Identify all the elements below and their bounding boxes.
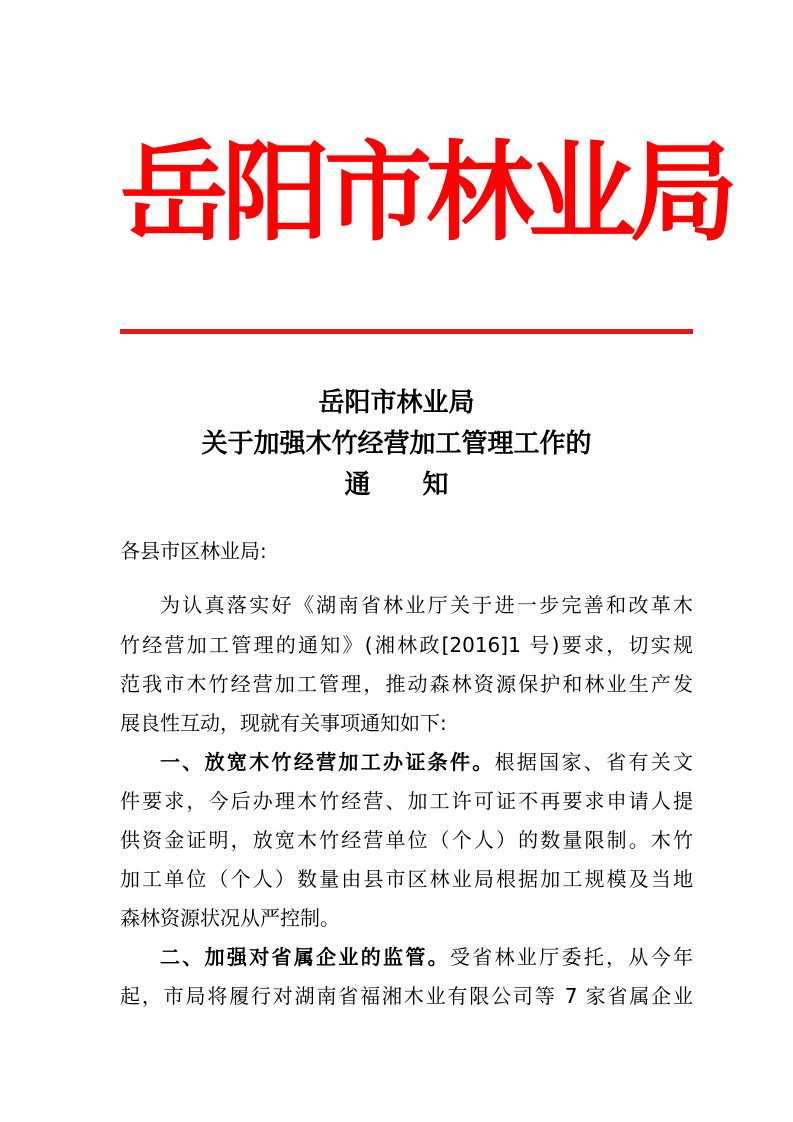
section-1-heading: 一、放宽木竹经营加工办证条件。	[160, 750, 495, 774]
section-2-heading: 二、加强对省属企业的监管。	[160, 945, 450, 969]
paragraph-2-line-2: 件要求，今后办理木竹经营、加工许可证不再要求申请人提	[120, 789, 693, 813]
notice-title-char-2: 知	[422, 470, 449, 500]
salutation: 各县市区林业局:	[120, 539, 267, 563]
letterhead-red-rule	[120, 329, 693, 334]
paragraph-3-line-1-text: 受省林业厅委托，从今年	[449, 945, 693, 969]
notice-title-char-1: 通	[344, 470, 371, 500]
paragraph-1-line-4: 展良性互动，现就有关事项通知如下:	[120, 711, 447, 735]
paragraph-3-line-2: 起，市局将履行对湖南省福湘木业有限公司等 7 家省属企业	[120, 984, 693, 1008]
paragraph-1-line-2: 竹经营加工管理的通知》(湘林政[2016]1 号)要求，切实规	[120, 633, 693, 657]
notice-title-line-2: 关于加强木竹经营加工管理工作的	[201, 429, 592, 459]
paragraph-2-line-3: 供资金证明，放宽木竹经营单位（个人）的数量限制。木竹	[120, 828, 693, 852]
paragraph-1-line-1: 为认真落实好《湖南省林业厅关于进一步完善和改革木	[160, 593, 693, 617]
paragraph-2-line-5: 森林资源状况从严控制。	[120, 906, 340, 930]
paragraph-2-line-1-text: 根据国家、省有关文	[494, 750, 693, 774]
paragraph-2-line-4: 加工单位（个人）数量由县市区林业局根据加工规模及当地	[120, 867, 693, 891]
notice-title-line-1: 岳阳市林业局	[318, 388, 475, 418]
paragraph-1-line-3: 范我市木竹经营加工管理，推动森林资源保护和林业生产发	[120, 672, 693, 696]
letterhead-title: 岳阳市林业局	[120, 130, 733, 256]
paragraph-2-line-1	[160, 750, 693, 774]
paragraph-3-line-1	[160, 945, 693, 969]
notice-title-line-3	[100, 464, 693, 501]
